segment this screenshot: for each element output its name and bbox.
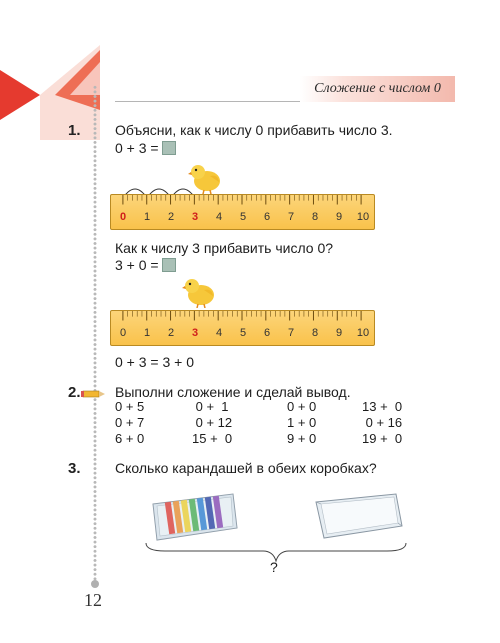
task1-number: 1. [68, 122, 81, 139]
ruler-label: 6 [263, 327, 271, 339]
ruler-label: 9 [335, 327, 343, 339]
expression: 0 + 16 [362, 415, 403, 430]
ruler-label: 4 [215, 211, 223, 223]
expression: 0 + 0 [287, 399, 317, 414]
answer-box-1[interactable] [162, 141, 176, 155]
expression: 19 + 0 [362, 431, 403, 446]
ruler-label: 10 [356, 211, 370, 223]
task1-eq2 [115, 257, 176, 273]
page-number: 12 [84, 590, 102, 610]
ruler-label: 5 [239, 327, 247, 339]
task1-eq1 [115, 140, 176, 156]
expression: 1 + 0 [287, 415, 317, 430]
ruler-label: 1 [143, 327, 151, 339]
expression: 0 + 1 [192, 399, 229, 414]
ruler-label: 7 [287, 327, 295, 339]
task1-question1: Объясни, как к числу 0 прибавить число 3. [115, 122, 393, 138]
task1-conclusion: 0 + 3 = 3 + 0 [115, 354, 195, 370]
ruler-label: 0 [119, 327, 127, 339]
task2-column-2 [192, 399, 232, 447]
corner-decoration [0, 0, 100, 140]
ruler-label: 8 [311, 211, 319, 223]
ruler-label: 0 [119, 211, 127, 223]
chick-icon [188, 162, 224, 194]
ruler-label: 1 [143, 211, 151, 223]
task2-question: Выполни сложение и сделай вывод. [115, 384, 351, 400]
margin-dots [93, 85, 97, 585]
task1-question2: Как к числу 3 прибавить число 0? [115, 240, 334, 256]
ruler-label: 10 [356, 327, 370, 339]
expression: 9 + 0 [287, 431, 317, 446]
number-ruler-2 [110, 310, 375, 346]
task2-number: 2. [68, 384, 81, 401]
task2-column-3 [287, 399, 316, 447]
page-title: Сложение с числом 0 [314, 81, 441, 96]
task2-column-1 [115, 399, 144, 447]
task1-eq1-text: 0 + 3 = [115, 140, 159, 156]
expression: 6 + 0 [115, 431, 145, 446]
task2-column-4 [362, 399, 402, 447]
task3-number: 3. [68, 460, 81, 477]
expression: 0 + 5 [115, 399, 145, 414]
pencil-box-icon [147, 490, 239, 542]
ruler-label: 6 [263, 211, 271, 223]
ruler-label: 3 [191, 211, 199, 223]
answer-box-2[interactable] [162, 258, 176, 272]
ruler-label: 8 [311, 327, 319, 339]
ruler-label: 5 [239, 211, 247, 223]
task1-eq2-text: 3 + 0 = [115, 257, 159, 273]
ruler-label: 4 [215, 327, 223, 339]
expression: 15 + 0 [192, 431, 233, 446]
ruler-label: 2 [167, 327, 175, 339]
expression: 0 + 7 [115, 415, 145, 430]
empty-box-icon [312, 490, 404, 542]
pencil-pointer-icon [81, 387, 105, 401]
margin-dots-end [91, 580, 99, 588]
task3-question: Сколько карандашей в обеих коробках? [115, 460, 377, 476]
ruler-label: 3 [191, 327, 199, 339]
number-ruler-1 [110, 194, 375, 230]
chick-icon [182, 276, 218, 308]
expression: 13 + 0 [362, 399, 403, 414]
ruler-label: 7 [287, 211, 295, 223]
ruler-label: 2 [167, 211, 175, 223]
ruler-label: 9 [335, 211, 343, 223]
expression: 0 + 12 [192, 415, 233, 430]
answer-mark: ? [270, 559, 278, 575]
